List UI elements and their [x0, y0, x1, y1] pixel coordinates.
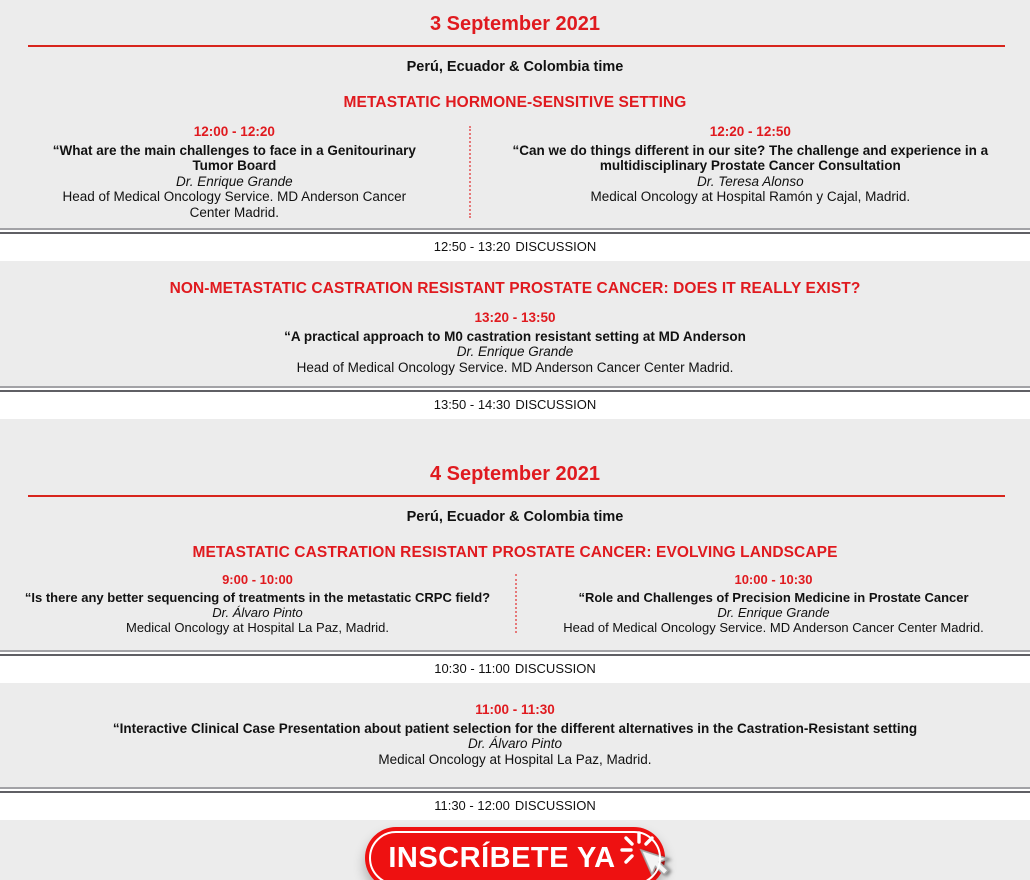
session-card: [471, 124, 1030, 220]
discussion-band: [0, 234, 1030, 261]
discussion-time: 10:30 - 11:00: [434, 661, 510, 676]
discussion-band: [0, 392, 1030, 419]
discussion-label: DISCUSSION: [514, 661, 596, 676]
session-card: [0, 572, 515, 635]
discussion-row: [0, 787, 1030, 820]
session-affiliation: Medical Oncology at Hospital La Paz, Madrid.: [125, 620, 389, 635]
session-card: [0, 702, 1030, 767]
discussion-row: [0, 386, 1030, 419]
timezone-label: Perú, Ecuador & Colombia time: [406, 509, 624, 525]
date-heading: 3 September 2021: [429, 13, 601, 35]
session-title: “A practical approach to M0 castration resistant setting at MD Anderson: [284, 328, 746, 344]
discussion-time: 12:50 - 13:20: [433, 239, 511, 254]
session-speaker: Dr. Teresa Alonso: [697, 173, 804, 189]
session-affiliation: Head of Medical Oncology Service. MD Anderson Cancer Center Madrid.: [296, 359, 734, 375]
day-section-1: [0, 13, 1030, 419]
session-time: 12:20 - 12:50: [709, 124, 791, 139]
session-card: [517, 572, 1030, 635]
session-time: 12:00 - 12:20: [193, 124, 275, 139]
session-title: “Interactive Clinical Case Presentation about patient selection for the different alternatives in the Castration-Resistant setting: [112, 720, 918, 736]
session-time: 9:00 - 10:00: [222, 572, 293, 587]
session-title: “What are the main challenges to face in a Genitourinary Tumor Board: [52, 142, 416, 173]
discussion-label: DISCUSSION: [514, 798, 596, 813]
session-affiliation: Medical Oncology at Hospital Ramón y Cajal, Madrid.: [590, 189, 911, 204]
session-columns: [0, 572, 1030, 635]
session-affiliation: Medical Oncology at Hospital La Paz, Madrid.: [378, 751, 652, 767]
section-heading: METASTATIC HORMONE-SENSITIVE SETTING: [343, 94, 687, 111]
session-title: “Role and Challenges of Precision Medicine in Prostate Cancer: [578, 590, 969, 605]
session-time: 11:00 - 11:30: [475, 702, 555, 717]
section-heading: METASTATIC CASTRATION RESISTANT PROSTATE CANCER: EVOLVING LANDSCAPE: [192, 544, 838, 561]
date-heading: 4 September 2021: [429, 463, 601, 485]
session-card: [0, 124, 469, 220]
day-section-2: [0, 463, 1030, 820]
date-underline: [28, 45, 1005, 47]
cta-container: [0, 827, 1030, 880]
date-underline: [28, 495, 1005, 497]
session-speaker: Dr. Álvaro Pinto: [212, 605, 303, 620]
session-title: “Is there any better sequencing of treatments in the metastatic CRPC field?: [24, 590, 491, 605]
session-affiliation: Head of Medical Oncology Service. MD Anderson Cancer Center Madrid.: [62, 189, 407, 220]
click-cursor-icon: [617, 829, 683, 880]
discussion-label: DISCUSSION: [515, 397, 597, 412]
session-speaker: Dr. Enrique Grande: [176, 173, 293, 189]
session-columns: [0, 124, 1030, 220]
section-heading: NON-METASTATIC CASTRATION RESISTANT PROSTATE CANCER: DOES IT REALLY EXIST?: [169, 280, 861, 297]
session-time: 10:00 - 10:30: [734, 572, 813, 587]
register-button-label: INSCRÍBETE YA: [388, 841, 616, 874]
discussion-time: 11:30 - 12:00: [434, 798, 510, 813]
discussion-row: [0, 650, 1030, 683]
timezone-label: Perú, Ecuador & Colombia time: [406, 59, 624, 75]
day-spacer: [0, 419, 1030, 463]
discussion-band: [0, 793, 1030, 820]
discussion-band: [0, 656, 1030, 683]
session-speaker: Dr. Enrique Grande: [717, 605, 830, 620]
discussion-time: 13:50 - 14:30: [433, 397, 511, 412]
session-title: “Can we do things different in our site? The challenge and experience in a multidisciplinary Prostate Cancer Consultation: [512, 142, 989, 173]
discussion-label: DISCUSSION: [515, 239, 597, 254]
register-button[interactable]: [365, 827, 665, 880]
session-card: [0, 310, 1030, 375]
session-time: 13:20 - 13:50: [474, 310, 556, 325]
session-speaker: Dr. Enrique Grande: [456, 344, 574, 359]
session-speaker: Dr. Álvaro Pinto: [467, 736, 563, 751]
session-affiliation: Head of Medical Oncology Service. MD Anderson Cancer Center Madrid.: [563, 620, 984, 635]
discussion-row: [0, 228, 1030, 261]
